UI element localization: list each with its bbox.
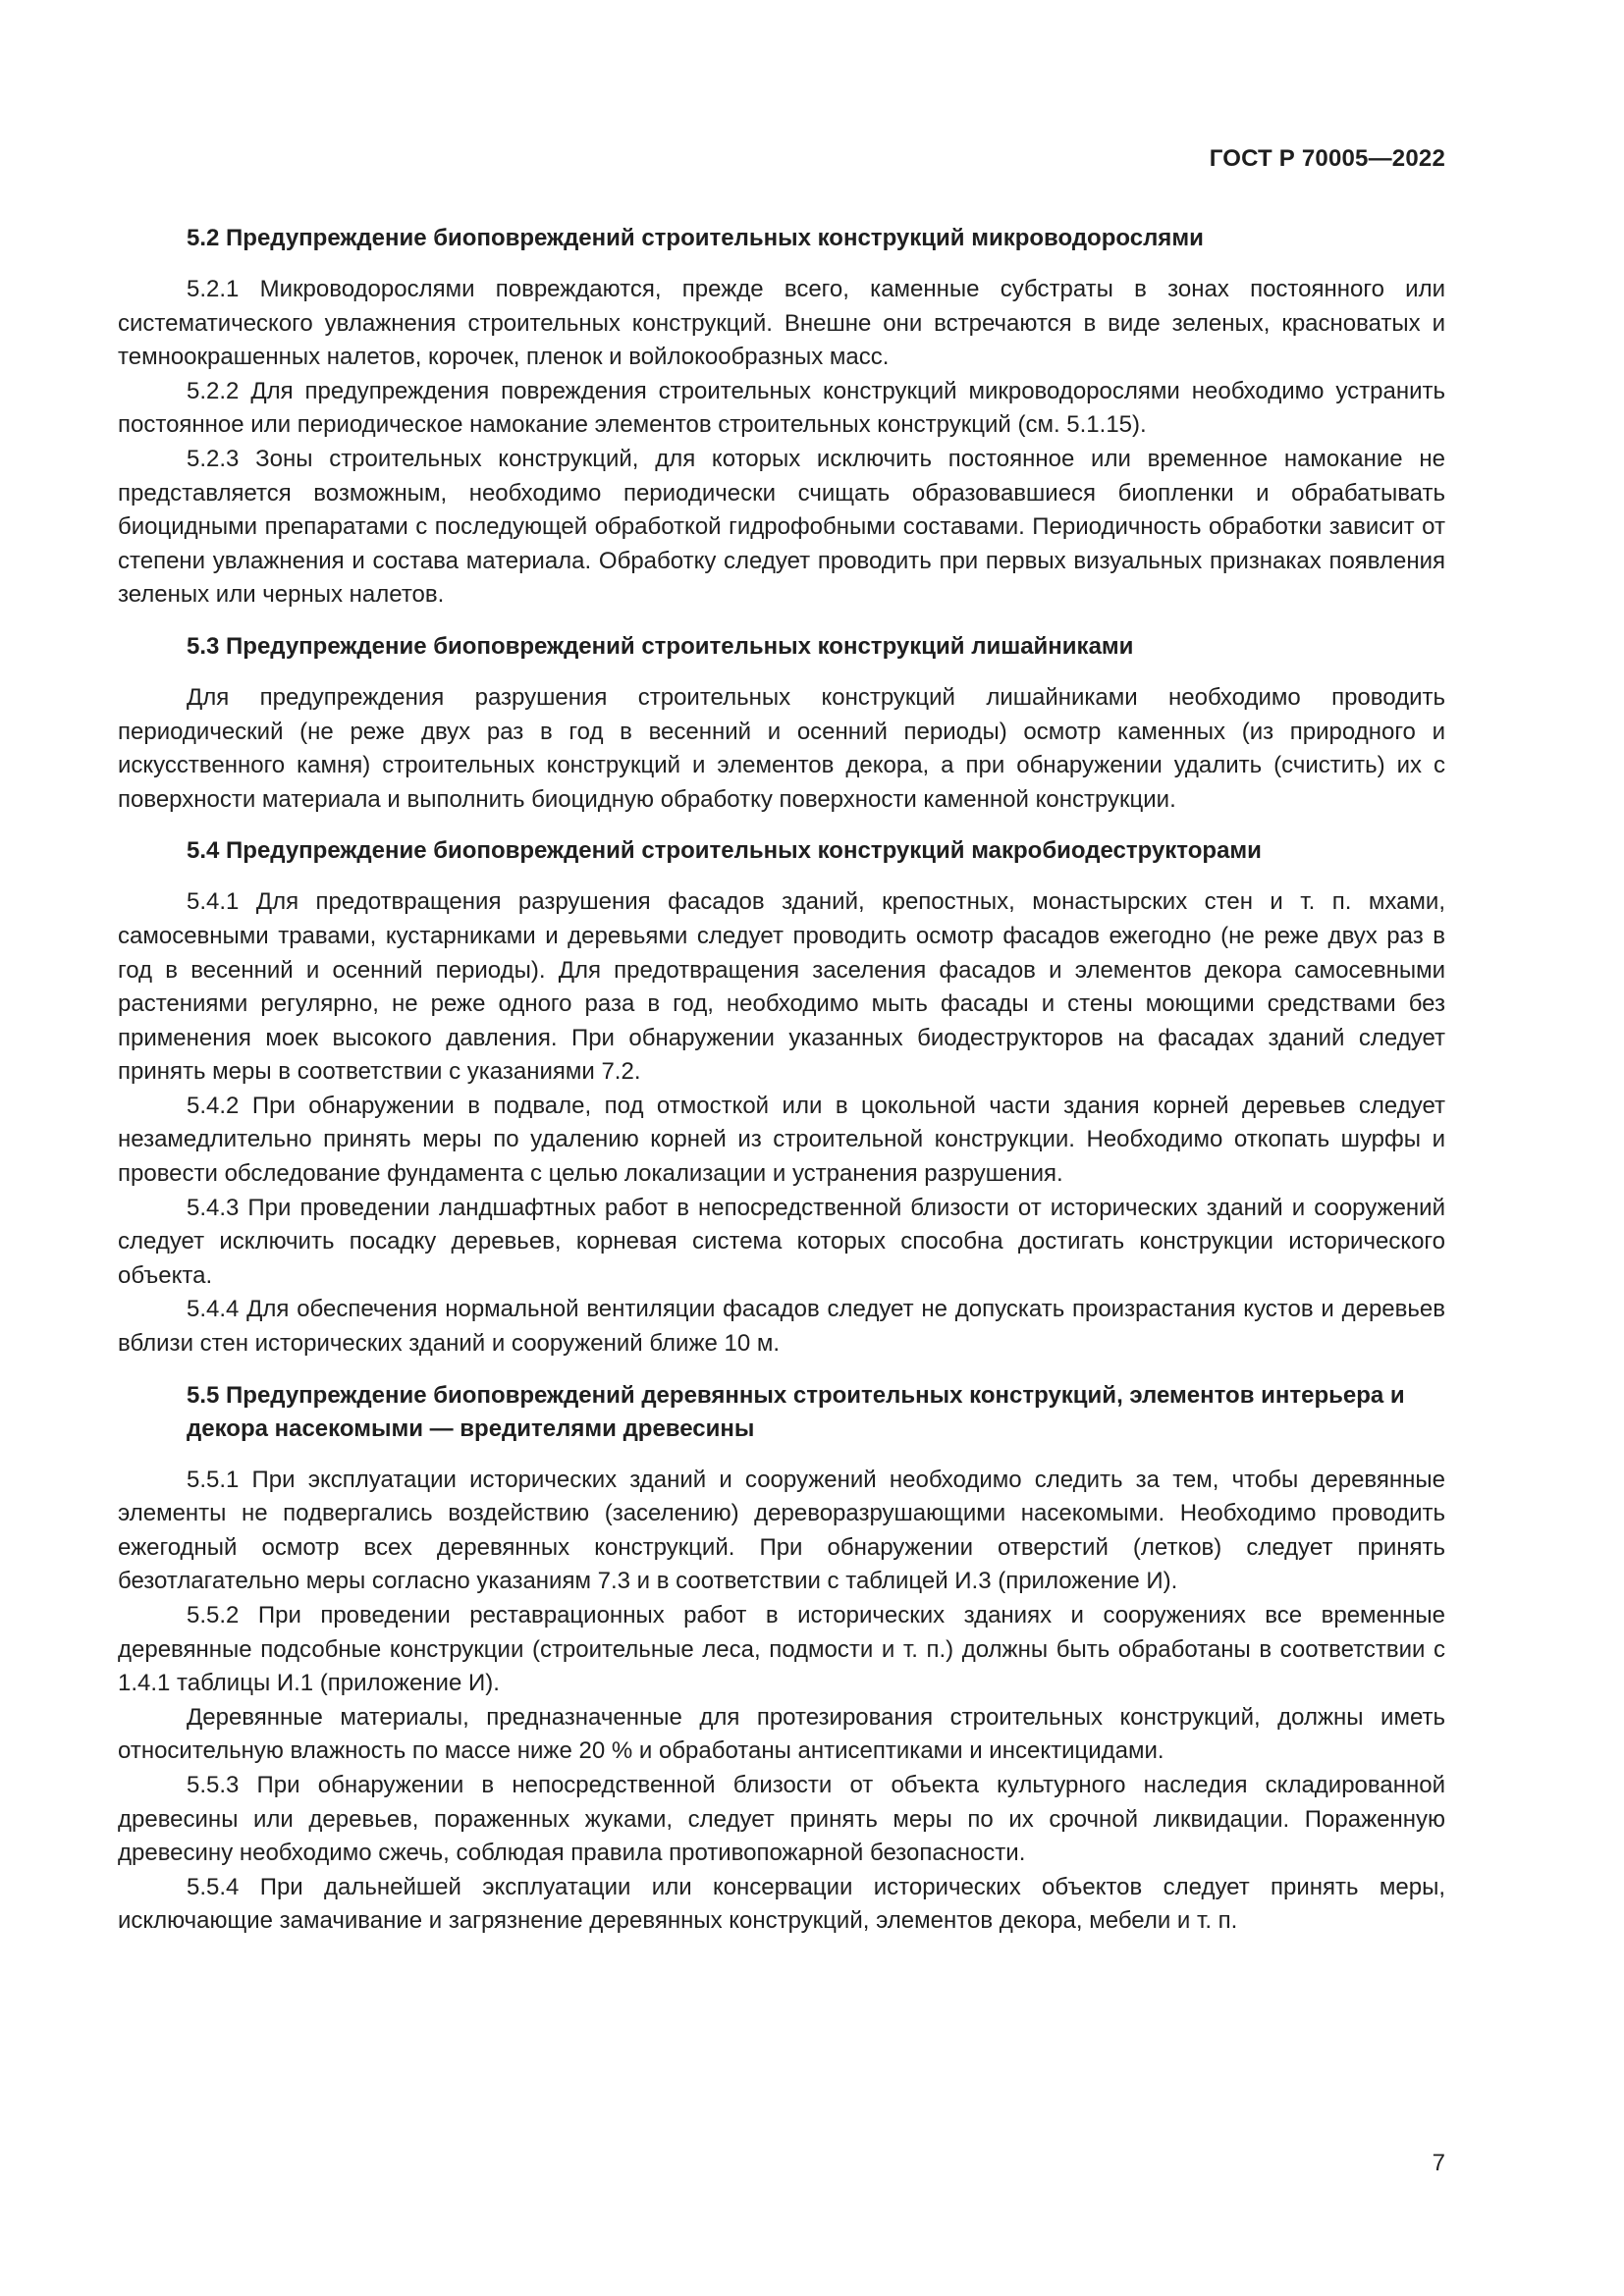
page-number: 7: [1432, 2150, 1445, 2176]
paragraph: 5.4.1 Для предотвращения разрушения фасадов зданий, крепостных, монастырских стен и т. п. мхами, самосевными травами, кустарниками и деревьями следует проводить осмотр фасадов ежегодно (не реже двух раз в год в весенний и осенний периоды). Для предотвращения заселения фасадов и элементов декора самосевными растениями регулярно, не реже одного раза в год, необходимо мыть фасады и стены моющими средствами без применения моек высокого давления. При обнаружении указанных биодеструкторов на фасадах зданий следует принять меры в соответствии с указаниями 7.2.: [118, 888, 1445, 1086]
section-5-3: [118, 630, 1445, 817]
document-code: ГОСТ Р 70005—2022: [1209, 145, 1445, 172]
paragraph: Деревянные материалы, предназначенные для протезирования строительных конструкций, должны иметь относительную влажность по массе ниже 20 % и обработаны антисептиками и инсектицидами.: [118, 1703, 1445, 1765]
paragraph: 5.5.1 При эксплуатации исторических зданий и сооружений необходимо следить за тем, чтобы деревянные элементы не подвергались воздействию (заселению) дереворазрушающими насекомыми. Необходимо проводить ежегодный осмотр всех деревянных конструкций. При обнаружении отверстий (летков) следует принять безотлагательно меры согласно указаниям 7.3 и в соответствии с таблицей И.3 (приложение И).: [118, 1466, 1445, 1595]
paragraph: Для предупреждения разрушения строительных конструкций лишайниками необходимо проводить периодический (не реже двух раз в год в весенний и осенний периоды) осмотр каменных (из природного и искусственного камня) строительных конструкций и элементов декора, а при обнаружении удалить (счистить) их с поверхности материала и выполнить биоцидную обработку поверхности каменной конструкции.: [118, 683, 1445, 813]
section-title: 5.4 Предупреждение биоповреждений строительных конструкций макробиодеструкторами: [187, 837, 1262, 865]
paragraph: 5.4.2 При обнаружении в подвале, под отмосткой или в цокольной части здания корней деревьев следует незамедлительно принять меры по удалению корней из строительной конструкции. Необходимо откопать шурфы и провести обследование фундамента с целью локализации и устранения разрушения.: [118, 1092, 1445, 1188]
paragraph: 5.5.4 При дальнейшей эксплуатации или консервации исторических объектов следует принять меры, исключающие замачивание и загрязнение деревянных конструкций, элементов декора, мебели и т. п.: [118, 1873, 1445, 1935]
section-5-2: [118, 222, 1445, 613]
paragraph: 5.2.1 Микроводорослями повреждаются, прежде всего, каменные субстраты в зонах постоянного или систематического увлажнения строительных конструкций. Внешне они встречаются в виде зеленых, красноватых и темноокрашенных налетов, корочек, пленок и войлокообразных масс.: [118, 276, 1445, 371]
section-5-5: [118, 1379, 1445, 1939]
document-body: [118, 222, 1445, 1956]
section-title: 5.5 Предупреждение биоповреждений деревянных строительных конструкций, элементов интерьера и декора насекомыми — вредителями древесины: [187, 1381, 1405, 1442]
section-5-4: [118, 834, 1445, 1361]
paragraph: 5.5.3 При обнаружении в непосредственной близости от объекта культурного наследия складированной древесины или деревьев, пораженных жуками, следует принять меры по их срочной ликвидации. Пораженную древесину необходимо сжечь, соблюдая правила противопожарной безопасности.: [118, 1771, 1445, 1867]
paragraph: 5.4.3 При проведении ландшафтных работ в непосредственной близости от исторических зданий и сооружений следует исключить посадку деревьев, корневая система которых способна достигать конструкции исторического объекта.: [118, 1194, 1445, 1289]
paragraph: 5.2.3 Зоны строительных конструкций, для которых исключить постоянное или временное намокание не представляется возможным, необходимо периодически счищать образовавшиеся биопленки и обрабатывать биоцидными препаратами с последующей обработкой гидрофобными составами. Периодичность обработки зависит от степени увлажнения и состава материала. Обработку следует проводить при первых визуальных признаках появления зеленых или черных налетов.: [118, 445, 1445, 609]
paragraph: 5.4.4 Для обеспечения нормальной вентиляции фасадов следует не допускать произрастания кустов и деревьев вблизи стен исторических зданий и сооружений ближе 10 м.: [118, 1296, 1445, 1358]
paragraph: 5.2.2 Для предупреждения повреждения строительных конструкций микроводорослями необходимо устранить постоянное или периодическое намокание элементов строительных конструкций (см. 5.1.15).: [118, 377, 1445, 439]
section-title: 5.3 Предупреждение биоповреждений строительных конструкций лишайниками: [187, 632, 1134, 660]
paragraph: 5.5.2 При проведении реставрационных работ в исторических зданиях и сооружениях все временные деревянные подсобные конструкции (строительные леса, подмости и т. п.) должны быть обработаны в соответствии с 1.4.1 таблицы И.1 (приложение И).: [118, 1602, 1445, 1697]
section-title: 5.2 Предупреждение биоповреждений строительных конструкций микроводорослями: [187, 225, 1204, 251]
